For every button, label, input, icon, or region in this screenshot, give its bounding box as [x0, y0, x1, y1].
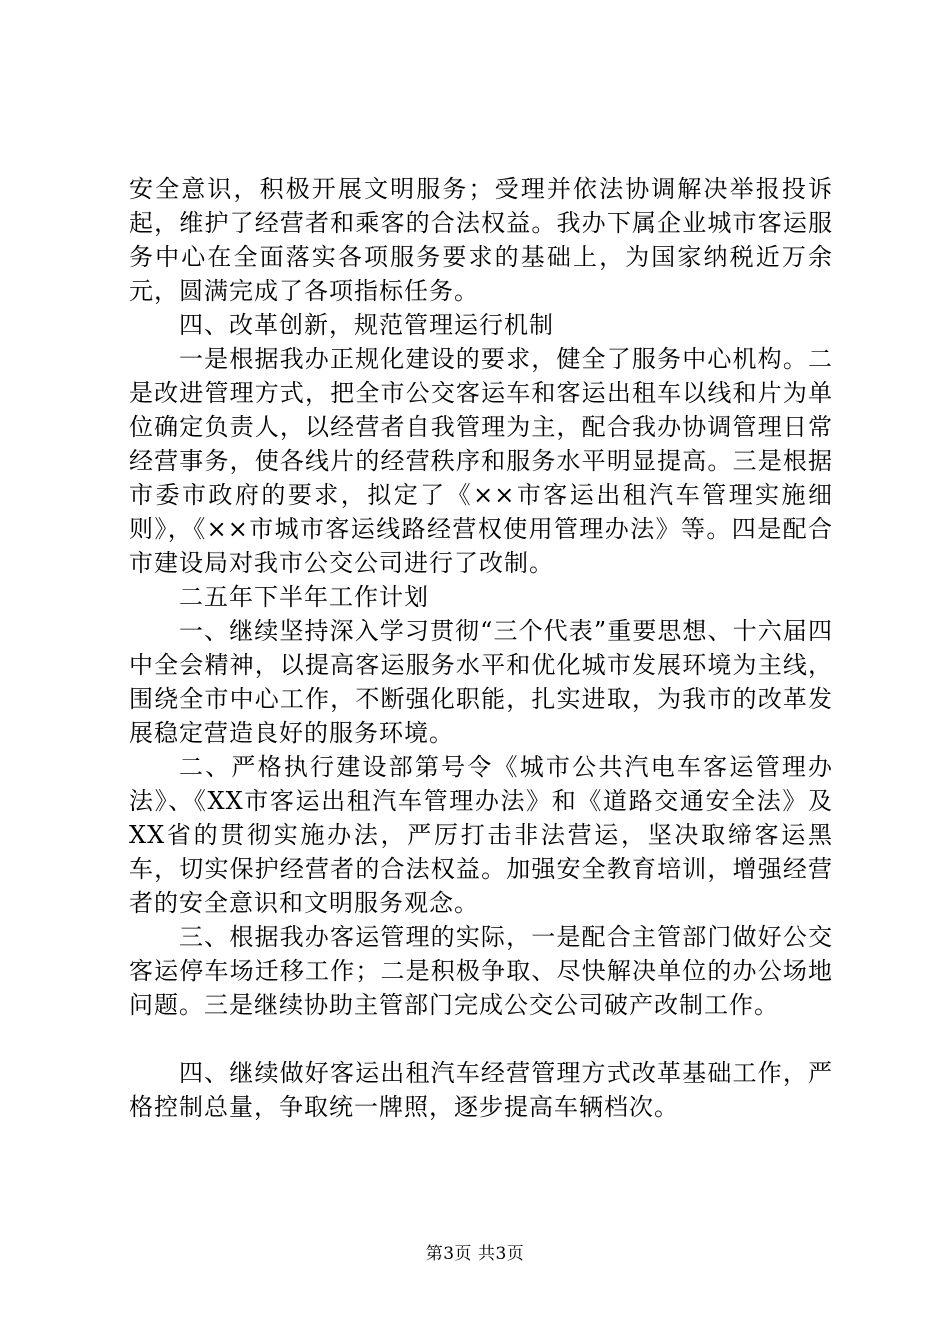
- paragraph-continuation: 安全意识，积极开展文明服务；受理并依法协调解决举报投诉起，维护了经营者和乘客的合法权益。我办下属企业城市客运服务中心在全面落实各项服务要求的基础上，为国家纳税近万余元，圆满完成了各项指标任务。: [129, 175, 833, 305]
- paragraph-reform-details: 一是根据我办正规化建设的要求，健全了服务中心机构。二是改进管理方式，把全市公交客运车和客运出租车以线和片为单位确定负责人，以经营者自我管理为主，配合我办协调管理日常经营事务，使各线片的经营秩序和服务水平明显提高。三是根据市委市政府的要求，拟定了《××市客运出租汽车管理实施细则》，《××市城市客运线路经营权使用管理办法》等。四是配合市建设局对我市公交公司进行了改制。: [129, 345, 833, 577]
- document-body: [129, 172, 833, 1124]
- section-heading-work-plan: 二五年下半年工作计划: [179, 583, 429, 611]
- section-heading-reform: 四、改革创新，规范管理运行机制: [179, 311, 554, 339]
- paragraph-plan-item-2: 二、严格执行建设部第号令《城市公共汽电车客运管理办法》、《XX市客运出租汽车管理办法》和《道路交通安全法》及XX省的贯彻实施办法，严厉打击非法营运，坚决取缔客运黑车，切实保护经营者的合法权益。加强安全教育培训，增强经营者的安全意识和文明服务观念。: [129, 753, 833, 917]
- paragraph-plan-item-1: 一、继续坚持深入学习贯彻“三个代表”重要思想、十六届四中全会精神，以提高客运服务水平和优化城市发展环境为主线，围绕全市中心工作，不断强化职能，扎实进取，为我市的改革发展稳定营造良好的服务环境。: [129, 617, 833, 747]
- paragraph-plan-item-4: 四、继续做好客运出租汽车经营管理方式改革基础工作，严格控制总量，争取统一牌照，逐步提高车辆档次。: [129, 1059, 833, 1121]
- page-number-footer: 第3页 共3页: [425, 1244, 525, 1264]
- paragraph-plan-item-3: 三、根据我办客运管理的实际，一是配合主管部门做好公交客运停车场迁移工作；二是积极争取、尽快解决单位的办公场地问题。三是继续协助主管部门完成公交公司破产改制工作。: [129, 923, 833, 1019]
